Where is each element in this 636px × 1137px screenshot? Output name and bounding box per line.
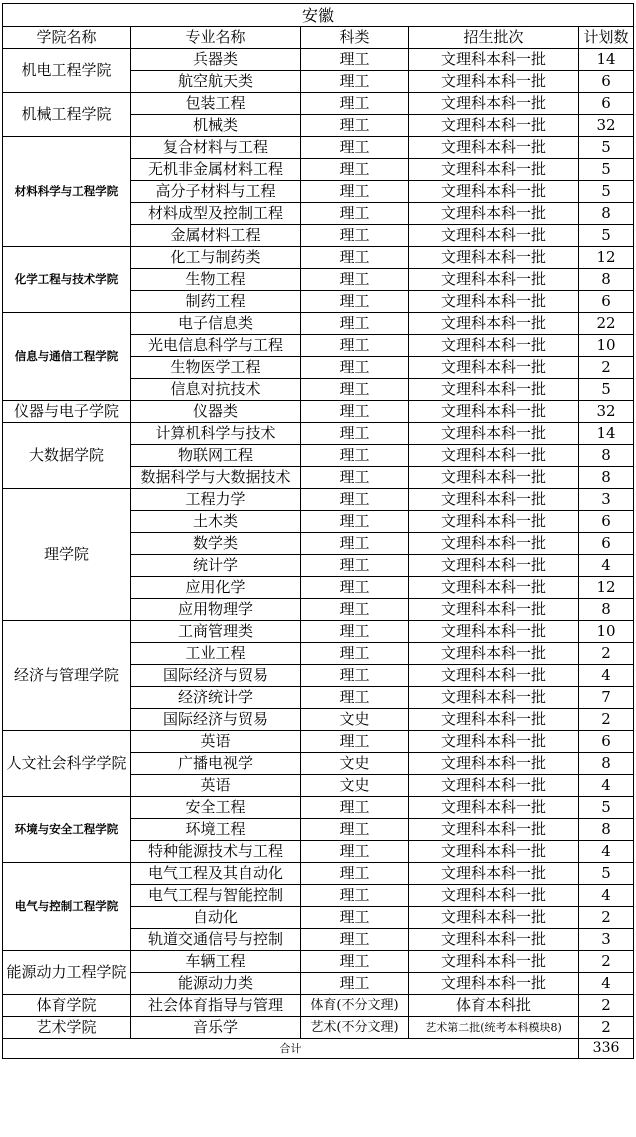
batch-cell: 文理科本科一批 [409, 181, 579, 203]
major-cell: 制药工程 [131, 291, 301, 313]
college-name-cell: 机械工程学院 [3, 93, 131, 137]
batch-cell: 文理科本科一批 [409, 797, 579, 819]
major-cell: 计算机科学与技术 [131, 423, 301, 445]
category-cell: 理工 [301, 93, 409, 115]
plan-cell: 2 [579, 643, 634, 665]
major-cell: 光电信息科学与工程 [131, 335, 301, 357]
batch-cell: 文理科本科一批 [409, 467, 579, 489]
major-cell: 工程力学 [131, 489, 301, 511]
category-cell: 理工 [301, 225, 409, 247]
category-cell: 理工 [301, 181, 409, 203]
category-cell: 文史 [301, 709, 409, 731]
category-cell: 理工 [301, 599, 409, 621]
plan-cell: 5 [579, 181, 634, 203]
batch-cell: 文理科本科一批 [409, 247, 579, 269]
major-cell: 高分子材料与工程 [131, 181, 301, 203]
plan-cell: 2 [579, 995, 634, 1017]
major-cell: 轨道交通信号与控制 [131, 929, 301, 951]
header-batch: 招生批次 [409, 27, 579, 49]
major-cell: 兵器类 [131, 49, 301, 71]
plan-cell: 5 [579, 159, 634, 181]
plan-cell: 8 [579, 599, 634, 621]
batch-cell: 文理科本科一批 [409, 885, 579, 907]
batch-cell: 文理科本科一批 [409, 291, 579, 313]
major-cell: 物联网工程 [131, 445, 301, 467]
plan-cell: 2 [579, 951, 634, 973]
major-cell: 安全工程 [131, 797, 301, 819]
batch-cell: 艺术第二批(统考本科模块8) [409, 1017, 579, 1039]
batch-cell: 文理科本科一批 [409, 489, 579, 511]
plan-cell: 6 [579, 511, 634, 533]
plan-cell: 8 [579, 819, 634, 841]
plan-cell: 5 [579, 797, 634, 819]
batch-cell: 文理科本科一批 [409, 907, 579, 929]
college-name-cell: 理学院 [3, 489, 131, 621]
major-cell: 车辆工程 [131, 951, 301, 973]
batch-cell: 文理科本科一批 [409, 533, 579, 555]
batch-cell: 体育本科批 [409, 995, 579, 1017]
total-row [3, 1039, 634, 1059]
major-cell: 自动化 [131, 907, 301, 929]
admission-plan-table [2, 3, 634, 1059]
category-cell: 理工 [301, 511, 409, 533]
plan-cell: 6 [579, 71, 634, 93]
plan-cell: 10 [579, 335, 634, 357]
batch-cell: 文理科本科一批 [409, 159, 579, 181]
table-row [3, 313, 634, 335]
category-cell: 理工 [301, 907, 409, 929]
batch-cell: 文理科本科一批 [409, 863, 579, 885]
category-cell: 理工 [301, 423, 409, 445]
category-cell: 理工 [301, 687, 409, 709]
category-cell: 理工 [301, 577, 409, 599]
major-cell: 金属材料工程 [131, 225, 301, 247]
batch-cell: 文理科本科一批 [409, 225, 579, 247]
plan-cell: 2 [579, 1017, 634, 1039]
category-cell: 文史 [301, 753, 409, 775]
plan-cell: 8 [579, 467, 634, 489]
plan-cell: 4 [579, 665, 634, 687]
major-cell: 特种能源技术与工程 [131, 841, 301, 863]
category-cell: 理工 [301, 49, 409, 71]
batch-cell: 文理科本科一批 [409, 93, 579, 115]
category-cell: 理工 [301, 621, 409, 643]
college-name-cell: 电气与控制工程学院 [3, 863, 131, 951]
college-name-cell: 体育学院 [3, 995, 131, 1017]
plan-cell: 8 [579, 269, 634, 291]
plan-cell: 5 [579, 379, 634, 401]
batch-cell: 文理科本科一批 [409, 511, 579, 533]
category-cell: 理工 [301, 973, 409, 995]
total-label: 合计 [3, 1039, 579, 1059]
major-cell: 社会体育指导与管理 [131, 995, 301, 1017]
major-cell: 复合材料与工程 [131, 137, 301, 159]
college-name-cell: 环境与安全工程学院 [3, 797, 131, 863]
batch-cell: 文理科本科一批 [409, 115, 579, 137]
category-cell: 理工 [301, 555, 409, 577]
plan-cell: 5 [579, 137, 634, 159]
batch-cell: 文理科本科一批 [409, 203, 579, 225]
plan-cell: 14 [579, 423, 634, 445]
category-cell: 理工 [301, 819, 409, 841]
college-name-cell: 机电工程学院 [3, 49, 131, 93]
category-cell: 理工 [301, 445, 409, 467]
batch-cell: 文理科本科一批 [409, 71, 579, 93]
major-cell: 仪器类 [131, 401, 301, 423]
plan-cell: 12 [579, 247, 634, 269]
plan-cell: 4 [579, 973, 634, 995]
major-cell: 数据科学与大数据技术 [131, 467, 301, 489]
category-cell: 体育(不分文理) [301, 995, 409, 1017]
major-cell: 数学类 [131, 533, 301, 555]
header-major: 专业名称 [131, 27, 301, 49]
batch-cell: 文理科本科一批 [409, 423, 579, 445]
plan-cell: 2 [579, 907, 634, 929]
major-cell: 应用物理学 [131, 599, 301, 621]
batch-cell: 文理科本科一批 [409, 577, 579, 599]
major-cell: 音乐学 [131, 1017, 301, 1039]
table-row [3, 137, 634, 159]
category-cell: 理工 [301, 115, 409, 137]
batch-cell: 文理科本科一批 [409, 841, 579, 863]
plan-cell: 6 [579, 731, 634, 753]
major-cell: 英语 [131, 731, 301, 753]
category-cell: 理工 [301, 247, 409, 269]
batch-cell: 文理科本科一批 [409, 951, 579, 973]
category-cell: 理工 [301, 137, 409, 159]
category-cell: 理工 [301, 929, 409, 951]
batch-cell: 文理科本科一批 [409, 445, 579, 467]
major-cell: 能源动力类 [131, 973, 301, 995]
major-cell: 包装工程 [131, 93, 301, 115]
plan-cell: 14 [579, 49, 634, 71]
batch-cell: 文理科本科一批 [409, 379, 579, 401]
plan-cell: 4 [579, 775, 634, 797]
plan-cell: 12 [579, 577, 634, 599]
major-cell: 化工与制药类 [131, 247, 301, 269]
major-cell: 材料成型及控制工程 [131, 203, 301, 225]
table-row [3, 797, 634, 819]
batch-cell: 文理科本科一批 [409, 49, 579, 71]
major-cell: 航空航天类 [131, 71, 301, 93]
header-plan: 计划数 [579, 27, 634, 49]
major-cell: 土木类 [131, 511, 301, 533]
category-cell: 理工 [301, 951, 409, 973]
plan-cell: 3 [579, 929, 634, 951]
plan-cell: 4 [579, 885, 634, 907]
batch-cell: 文理科本科一批 [409, 753, 579, 775]
plan-cell: 4 [579, 841, 634, 863]
plan-cell: 22 [579, 313, 634, 335]
major-cell: 国际经济与贸易 [131, 709, 301, 731]
batch-cell: 文理科本科一批 [409, 269, 579, 291]
batch-cell: 文理科本科一批 [409, 929, 579, 951]
table-row [3, 247, 634, 269]
major-cell: 电子信息类 [131, 313, 301, 335]
batch-cell: 文理科本科一批 [409, 709, 579, 731]
plan-cell: 4 [579, 555, 634, 577]
plan-cell: 10 [579, 621, 634, 643]
college-name-cell: 化学工程与技术学院 [3, 247, 131, 313]
table-row [3, 951, 634, 973]
plan-cell: 5 [579, 225, 634, 247]
table-row [3, 731, 634, 753]
college-name-cell: 大数据学院 [3, 423, 131, 489]
batch-cell: 文理科本科一批 [409, 599, 579, 621]
header-category: 科类 [301, 27, 409, 49]
batch-cell: 文理科本科一批 [409, 819, 579, 841]
table-row [3, 1017, 634, 1039]
major-cell: 统计学 [131, 555, 301, 577]
category-cell: 理工 [301, 841, 409, 863]
major-cell: 英语 [131, 775, 301, 797]
plan-cell: 5 [579, 863, 634, 885]
plan-cell: 6 [579, 533, 634, 555]
category-cell: 理工 [301, 291, 409, 313]
category-cell: 理工 [301, 159, 409, 181]
batch-cell: 文理科本科一批 [409, 643, 579, 665]
plan-cell: 2 [579, 709, 634, 731]
table-row [3, 49, 634, 71]
major-cell: 电气工程与智能控制 [131, 885, 301, 907]
major-cell: 应用化学 [131, 577, 301, 599]
category-cell: 理工 [301, 885, 409, 907]
table-row [3, 423, 634, 445]
category-cell: 理工 [301, 313, 409, 335]
table-row [3, 621, 634, 643]
batch-cell: 文理科本科一批 [409, 137, 579, 159]
batch-cell: 文理科本科一批 [409, 665, 579, 687]
college-name-cell: 人文社会科学学院 [3, 731, 131, 797]
category-cell: 理工 [301, 335, 409, 357]
category-cell: 理工 [301, 269, 409, 291]
table-row [3, 93, 634, 115]
category-cell: 理工 [301, 379, 409, 401]
category-cell: 理工 [301, 863, 409, 885]
college-name-cell: 信息与通信工程学院 [3, 313, 131, 401]
college-name-cell: 能源动力工程学院 [3, 951, 131, 995]
batch-cell: 文理科本科一批 [409, 731, 579, 753]
major-cell: 广播电视学 [131, 753, 301, 775]
major-cell: 电气工程及其自动化 [131, 863, 301, 885]
category-cell: 理工 [301, 643, 409, 665]
category-cell: 文史 [301, 775, 409, 797]
table-row [3, 489, 634, 511]
major-cell: 经济统计学 [131, 687, 301, 709]
table-row [3, 863, 634, 885]
major-cell: 工商管理类 [131, 621, 301, 643]
major-cell: 生物医学工程 [131, 357, 301, 379]
major-cell: 信息对抗技术 [131, 379, 301, 401]
plan-cell: 8 [579, 203, 634, 225]
plan-cell: 7 [579, 687, 634, 709]
batch-cell: 文理科本科一批 [409, 313, 579, 335]
plan-cell: 32 [579, 401, 634, 423]
major-cell: 生物工程 [131, 269, 301, 291]
batch-cell: 文理科本科一批 [409, 621, 579, 643]
category-cell: 理工 [301, 489, 409, 511]
plan-cell: 32 [579, 115, 634, 137]
plan-cell: 3 [579, 489, 634, 511]
table-row [3, 401, 634, 423]
batch-cell: 文理科本科一批 [409, 335, 579, 357]
plan-cell: 6 [579, 291, 634, 313]
college-name-cell: 仪器与电子学院 [3, 401, 131, 423]
category-cell: 理工 [301, 533, 409, 555]
category-cell: 理工 [301, 401, 409, 423]
college-name-cell: 艺术学院 [3, 1017, 131, 1039]
major-cell: 机械类 [131, 115, 301, 137]
total-value: 336 [579, 1039, 634, 1059]
category-cell: 理工 [301, 731, 409, 753]
major-cell: 国际经济与贸易 [131, 665, 301, 687]
header-college: 学院名称 [3, 27, 131, 49]
major-cell: 工业工程 [131, 643, 301, 665]
plan-cell: 8 [579, 753, 634, 775]
major-cell: 环境工程 [131, 819, 301, 841]
batch-cell: 文理科本科一批 [409, 775, 579, 797]
batch-cell: 文理科本科一批 [409, 401, 579, 423]
category-cell: 理工 [301, 467, 409, 489]
category-cell: 理工 [301, 797, 409, 819]
category-cell: 理工 [301, 357, 409, 379]
plan-cell: 6 [579, 93, 634, 115]
category-cell: 理工 [301, 203, 409, 225]
college-name-cell: 经济与管理学院 [3, 621, 131, 731]
batch-cell: 文理科本科一批 [409, 687, 579, 709]
category-cell: 理工 [301, 71, 409, 93]
batch-cell: 文理科本科一批 [409, 973, 579, 995]
plan-cell: 2 [579, 357, 634, 379]
major-cell: 无机非金属材料工程 [131, 159, 301, 181]
plan-cell: 8 [579, 445, 634, 467]
table-title: 安徽 [3, 4, 634, 27]
category-cell: 艺术(不分文理) [301, 1017, 409, 1039]
category-cell: 理工 [301, 665, 409, 687]
table-row [3, 995, 634, 1017]
college-name-cell: 材料科学与工程学院 [3, 137, 131, 247]
batch-cell: 文理科本科一批 [409, 357, 579, 379]
batch-cell: 文理科本科一批 [409, 555, 579, 577]
